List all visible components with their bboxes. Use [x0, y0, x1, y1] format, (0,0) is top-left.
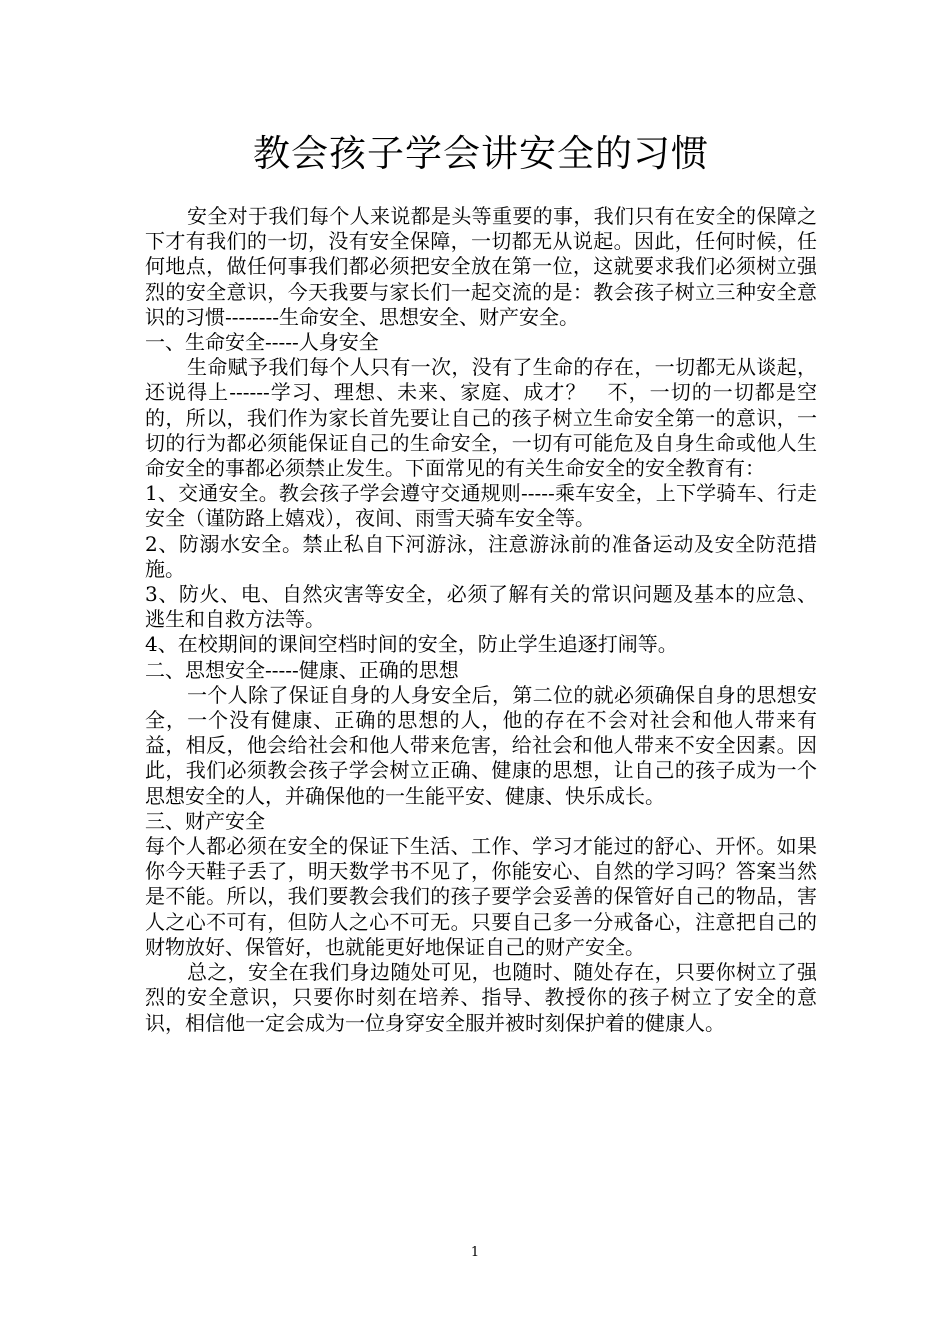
document-page	[145, 128, 817, 1036]
property-safety-paragraph: 每个人都必须在安全的保证下生活、工作、学习才能过的舒心、开怀。如果你今天鞋子丢了，明天数学书不见了，你能安心、自然的学习吗？答案当然是不能。所以，我们要教会我们的孩子要学会妥善的保管好自己的物品，害人之心不可有，但防人之心不可无。只要自己多一分戒备心，注意把自己的财物放好、保管好，也就能更好地保证自己的财产安全。	[145, 834, 817, 959]
list-item: 2、防溺水安全。禁止私自下河游泳，注意游泳前的准备运动及安全防范措施。	[145, 531, 817, 581]
list-item: 4、在校期间的课间空档时间的安全，防止学生追逐打闹等。	[145, 632, 678, 657]
section-heading-property-safety: 三、财产安全	[145, 808, 265, 833]
list-item: 3、防火、电、自然灾害等安全，必须了解有关的常识问题及基本的应急、逃生和自救方法等。	[145, 582, 817, 632]
intro-paragraph: 安全对于我们每个人来说都是头等重要的事，我们只有在安全的保障之下才有我们的一切，没有安全保障，一切都无从说起。因此，任何时候，任何地点，做任何事我们都必须把安全放在第一位，这就要求我们必须树立强烈的安全意识，今天我要与家长们一起交流的是：教会孩子树立三种安全意识的习惯--------生命安全、思想安全、财产安全。	[145, 204, 817, 329]
page-number: 1	[470, 1245, 480, 1260]
section-heading-life-safety: 一、生命安全-----人身安全	[145, 330, 379, 355]
section-heading-thought-safety: 二、思想安全-----健康、正确的思想	[145, 657, 459, 682]
document-body	[145, 204, 817, 1036]
life-safety-paragraph: 生命赋予我们每个人只有一次，没有了生命的存在，一切都无从谈起，还说得上------学习、理想、未来、家庭、成才？ 不，一切的一切都是空的，所以，我们作为家长首先要让自己的孩子树立生命安全第一的意识，一切的行为都必须能保证自己的生命安全，一切有可能危及自身生命或他人生命安全的事都必须禁止发生。下面常见的有关生命安全的安全教育有：	[145, 355, 817, 481]
thought-safety-paragraph: 一个人除了保证自身的人身安全后，第二位的就必须确保自身的思想安全，一个没有健康、正确的思想的人，他的存在不会对社会和他人带来有益，相反，他会给社会和他人带来危害，给社会和他人带来不安全因素。因此，我们必须教会孩子学会树立正确、健康的思想，让自己的孩子成为一个思想安全的人，并确保他的一生能平安、健康、快乐成长。	[145, 682, 817, 808]
list-item: 1、交通安全。教会孩子学会遵守交通规则-----乘车安全，上下学骑车、行走安全（谨防路上嬉戏），夜间、雨雪天骑车安全等。	[145, 481, 817, 531]
document-title: 教会孩子学会讲安全的习惯	[253, 132, 709, 175]
conclusion-paragraph: 总之，安全在我们身边随处可见，也随时、随处存在，只要你树立了强烈的安全意识，只要你时刻在培养、指导、教授你的孩子树立了安全的意识，相信他一定会成为一位身穿安全服并被时刻保护着的健康人。	[145, 960, 817, 1035]
